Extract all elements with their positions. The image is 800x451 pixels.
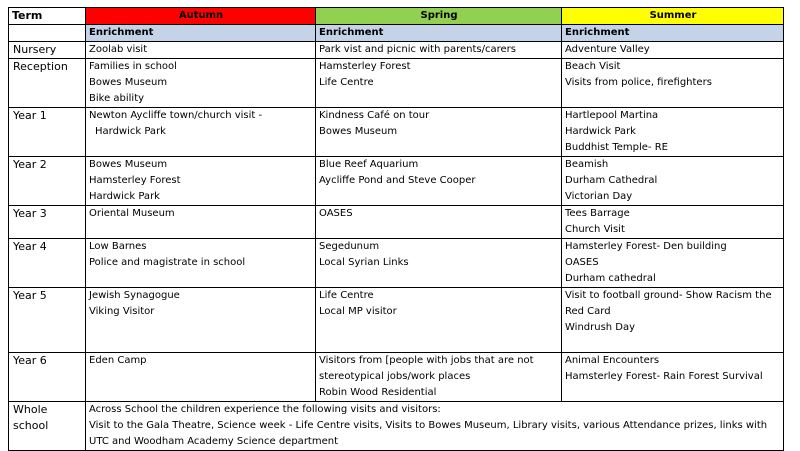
- table-row: [9, 206, 784, 239]
- summer-item: OASES: [565, 257, 599, 268]
- spring-item: Life Centre: [319, 77, 374, 88]
- spring-cell: [316, 206, 562, 239]
- row-label: Reception: [9, 59, 86, 108]
- spring-cell: [316, 42, 562, 59]
- autumn-header: Autumn: [86, 8, 316, 25]
- table-row: [9, 353, 784, 402]
- spring-cell: [316, 108, 562, 157]
- autumn-item: Bowes Museum: [89, 77, 168, 88]
- autumn-item: Oriental Museum: [89, 208, 175, 219]
- table-row: [9, 239, 784, 288]
- summer-item: Buddhist Temple- RE: [565, 142, 668, 153]
- summer-cell: [562, 239, 784, 288]
- summer-header: Summer: [562, 8, 784, 25]
- autumn-item: Hamsterley Forest: [89, 175, 181, 186]
- table-row: [9, 157, 784, 206]
- autumn-item: Low Barnes: [89, 241, 147, 252]
- whole-school-cell: [86, 402, 784, 451]
- autumn-cell: [86, 157, 316, 206]
- summer-cell: [562, 42, 784, 59]
- autumn-item: Zoolab visit: [89, 44, 148, 55]
- summer-item: Animal Encounters: [565, 355, 660, 366]
- row-label: [9, 402, 86, 451]
- spring-item: Bowes Museum: [319, 126, 398, 137]
- row-label: Year 6: [9, 353, 86, 402]
- spring-item: Life Centre: [319, 290, 374, 301]
- autumn-cell: [86, 59, 316, 108]
- table-row: [9, 288, 784, 353]
- summer-item: Hamsterley Forest- Den building: [565, 241, 727, 252]
- spring-item: Kindness Café on tour: [319, 110, 430, 121]
- summer-subheader: Enrichment: [562, 25, 784, 42]
- spring-item: Local MP visitor: [319, 306, 397, 317]
- table-body: [9, 42, 784, 402]
- summer-item: Visits from police, firefighters: [565, 77, 712, 88]
- table-row: [9, 59, 784, 108]
- spring-item: Blue Reef Aquarium: [319, 159, 419, 170]
- summer-item: Hamsterley Forest- Rain Forest Survival: [565, 371, 763, 382]
- autumn-cell: [86, 42, 316, 59]
- summer-item: Hardwick Park: [565, 126, 636, 137]
- autumn-item: Bowes Museum: [89, 159, 168, 170]
- row-label: Year 1: [9, 108, 86, 157]
- spring-cell: [316, 288, 562, 353]
- enrichment-subheader-row: [9, 25, 784, 42]
- row-label: Year 5: [9, 288, 86, 353]
- row-label: Year 2: [9, 157, 86, 206]
- whole-school-row: [9, 402, 784, 451]
- autumn-cell: [86, 353, 316, 402]
- spring-subheader: Enrichment: [316, 25, 562, 42]
- summer-item: Church Visit: [565, 224, 625, 235]
- autumn-item: Bike ability: [89, 93, 145, 104]
- row-label: Nursery: [9, 42, 86, 59]
- autumn-item: Viking Visitor: [89, 306, 155, 317]
- summer-cell: [562, 108, 784, 157]
- summer-cell: [562, 157, 784, 206]
- summer-cell: [562, 353, 784, 402]
- autumn-item: Hardwick Park: [89, 191, 160, 202]
- summer-item: Adventure Valley: [565, 44, 650, 55]
- spring-item: Park vist and picnic with parents/carers: [319, 44, 516, 55]
- autumn-item: Eden Camp: [89, 355, 147, 366]
- spring-cell: [316, 157, 562, 206]
- autumn-cell: [86, 108, 316, 157]
- summer-item: Victorian Day: [565, 191, 633, 202]
- row-label: Year 4: [9, 239, 86, 288]
- spring-cell: [316, 59, 562, 108]
- row-label: Year 3: [9, 206, 86, 239]
- spring-item: Robin Wood Residential: [319, 387, 437, 398]
- summer-cell: [562, 288, 784, 353]
- autumn-item: Police and magistrate in school: [89, 257, 246, 268]
- autumn-cell: [86, 206, 316, 239]
- autumn-cell: [86, 239, 316, 288]
- spring-item: Visitors from [people with jobs that are not stereotypical jobs/work places: [319, 355, 534, 382]
- spring-item: Local Syrian Links: [319, 257, 409, 268]
- autumn-item: Jewish Synagogue: [89, 290, 180, 301]
- summer-item: Visit to football ground- Show Racism the Red Card: [565, 290, 772, 317]
- summer-item: Windrush Day: [565, 322, 636, 333]
- summer-cell: [562, 59, 784, 108]
- spring-item: Hamsterley Forest: [319, 61, 411, 72]
- spring-header: Spring: [316, 8, 562, 25]
- autumn-cell: [86, 288, 316, 353]
- autumn-item: Families in school: [89, 61, 177, 72]
- table-row: [9, 42, 784, 59]
- summer-cell: [562, 206, 784, 239]
- summer-item: Durham cathedral: [565, 273, 656, 284]
- whole-school-intro: Across School the children experience the following visits and visitors:: [89, 404, 441, 415]
- autumn-item: Newton Aycliffe town/church visit -: [89, 110, 263, 121]
- summer-item: Tees Barrage: [565, 208, 630, 219]
- term-header: Term: [9, 8, 86, 25]
- autumn-item: Hardwick Park: [95, 126, 166, 137]
- spring-item: OASES: [319, 208, 353, 219]
- spring-cell: [316, 239, 562, 288]
- summer-item: Beach Visit: [565, 61, 621, 72]
- summer-item: Hartlepool Martina: [565, 110, 659, 121]
- subheader-blank-cell: [9, 25, 86, 42]
- summer-item: Durham Cathedral: [565, 175, 658, 186]
- enrichment-table: [8, 7, 784, 451]
- term-header-row: [9, 8, 784, 25]
- whole-school-details: Visit to the Gala Theatre, Science week - Life Centre visits, Visits to Bowes Museum, Library visits, various Attendance prizes, links with UTC and Woodham Academy Science department: [89, 420, 768, 447]
- whole-school-label: Whole school: [13, 403, 49, 432]
- spring-item: Segedunum: [319, 241, 380, 252]
- autumn-subheader: Enrichment: [86, 25, 316, 42]
- summer-item: Beamish: [565, 159, 609, 170]
- spring-cell: [316, 353, 562, 402]
- table-row: [9, 108, 784, 157]
- spring-item: Aycliffe Pond and Steve Cooper: [319, 175, 476, 186]
